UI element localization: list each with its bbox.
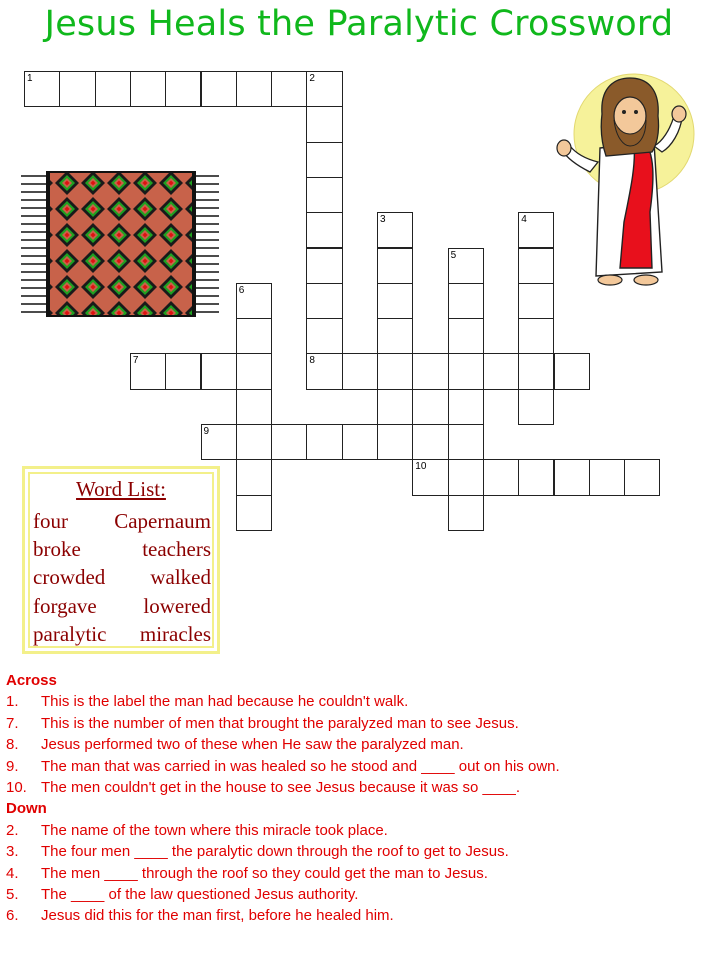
grid-cell[interactable] [412,459,448,495]
grid-cell[interactable] [483,459,519,495]
word-list-title: Word List: [76,477,166,501]
word-list-word: teachers [142,537,211,561]
grid-cell[interactable] [201,424,237,460]
grid-cell[interactable] [412,424,448,460]
grid-cell[interactable] [306,424,342,460]
grid-cell[interactable] [236,283,272,319]
clue-across-8: 8. Jesus performed two of these when He saw the paralyzed man. [6,736,464,754]
grid-cell[interactable] [130,71,166,107]
grid-cell[interactable] [554,353,590,389]
grid-cell[interactable] [518,248,554,284]
clue-number: 1 [27,73,33,84]
clue-number: 9 [203,426,210,437]
grid-cell[interactable] [518,212,554,248]
grid-cell[interactable] [306,318,342,354]
grid-cell[interactable] [589,459,625,495]
word-list-word: forgave [33,594,97,618]
grid-cell[interactable] [448,283,484,319]
grid-cell[interactable] [448,318,484,354]
grid-cell[interactable] [377,424,413,460]
grid-cell[interactable] [448,389,484,425]
clue-across-9: 9. The man that was carried in was healed so he stood and ____ out on his own. [6,757,560,775]
grid-cell[interactable] [306,283,342,319]
word-list-row [33,622,211,647]
grid-cell[interactable] [306,353,342,389]
grid-cell[interactable] [342,424,378,460]
clue-number: 6 [238,284,245,296]
grid-cell[interactable] [624,459,660,495]
grid-cell[interactable] [518,459,554,495]
grid-cell[interactable] [59,71,95,107]
clue-number: 5 [450,249,457,261]
grid-cell[interactable] [201,71,237,107]
grid-cell[interactable] [306,142,342,178]
grid-cell[interactable] [165,353,201,389]
grid-cell[interactable] [377,389,413,425]
clue-number: 4 [521,214,527,226]
grid-cell[interactable] [236,459,272,495]
clue-number: 2 [309,73,315,84]
word-list-row [33,509,211,534]
grid-cell[interactable] [448,459,484,495]
clue-number: 8 [309,355,315,367]
clue-number: 7 [132,355,139,367]
clue-down-6: 6. Jesus did this for the man first, before he healed him. [6,907,394,925]
grid-cell[interactable] [306,248,342,284]
grid-cell[interactable] [448,495,484,531]
grid-cell[interactable] [377,353,413,389]
grid-cell[interactable] [448,248,484,284]
clue-down-3: 3. The four men ____ the paralytic down through the roof to get to Jesus. [6,843,509,861]
grid-cell[interactable] [448,353,484,389]
clue-down-5: 5. The ____ of the law questioned Jesus authority. [6,886,359,904]
grid-cell[interactable] [271,71,307,107]
grid-cell[interactable] [236,71,272,107]
grid-cell[interactable] [306,212,342,248]
word-list-box [22,466,220,654]
grid-cell[interactable] [271,424,307,460]
grid-cell[interactable] [377,212,413,248]
grid-cell[interactable] [518,389,554,425]
word-list-row [33,565,211,590]
grid-cell[interactable] [201,353,237,389]
clue-across-1: 1. This is the label the man had because he couldn't walk. [6,693,409,711]
clue-across-10: 10. The men couldn't get in the house to see Jesus because it was so ____. [6,779,520,797]
grid-cell[interactable] [24,71,60,107]
grid-cell[interactable] [518,318,554,354]
grid-cell[interactable] [448,424,484,460]
grid-cell[interactable] [342,353,378,389]
word-list-word: lowered [143,594,211,618]
grid-cell[interactable] [554,459,590,495]
grid-cell[interactable] [518,283,554,319]
grid-cell[interactable] [236,353,272,389]
grid-cell[interactable] [306,106,342,142]
down-heading: Down [6,800,47,818]
grid-cell[interactable] [236,318,272,354]
page-title: Jesus Heals the Paralytic Crossword [44,4,674,44]
grid-cell[interactable] [483,353,519,389]
grid-cell[interactable] [377,318,413,354]
clue-down-4: 4. The men ____ through the roof so they could get the man to Jesus. [6,864,488,882]
clues-section [6,670,712,927]
grid-cell[interactable] [412,353,448,389]
grid-cell[interactable] [130,353,166,389]
clue-across-7: 7. This is the number of men that brought the paralyzed man to see Jesus. [6,714,519,732]
word-list-word: walked [150,565,211,589]
word-list-word: miracles [139,622,211,646]
word-list-word: crowded [33,565,106,589]
across-heading: Across [6,672,57,689]
grid-cell[interactable] [377,283,413,319]
word-list-row [33,537,211,562]
word-list-word: broke [33,537,81,561]
grid-cell[interactable] [306,71,342,107]
clue-number: 3 [380,214,386,226]
grid-cell[interactable] [306,177,342,213]
grid-cell[interactable] [236,495,272,531]
grid-cell[interactable] [377,248,413,284]
grid-cell[interactable] [165,71,201,107]
clue-number: 10 [415,461,427,473]
grid-cell[interactable] [518,353,554,389]
clue-down-2: 2. The name of the town where this miracle took place. [6,821,388,839]
grid-cell[interactable] [236,424,272,460]
word-list-word: paralytic [33,622,107,646]
word-list-word: Capernaum [114,509,211,533]
grid-cell[interactable] [236,389,272,425]
word-list-row [33,594,211,619]
grid-cell[interactable] [95,71,131,107]
word-list-word: four [33,509,68,533]
